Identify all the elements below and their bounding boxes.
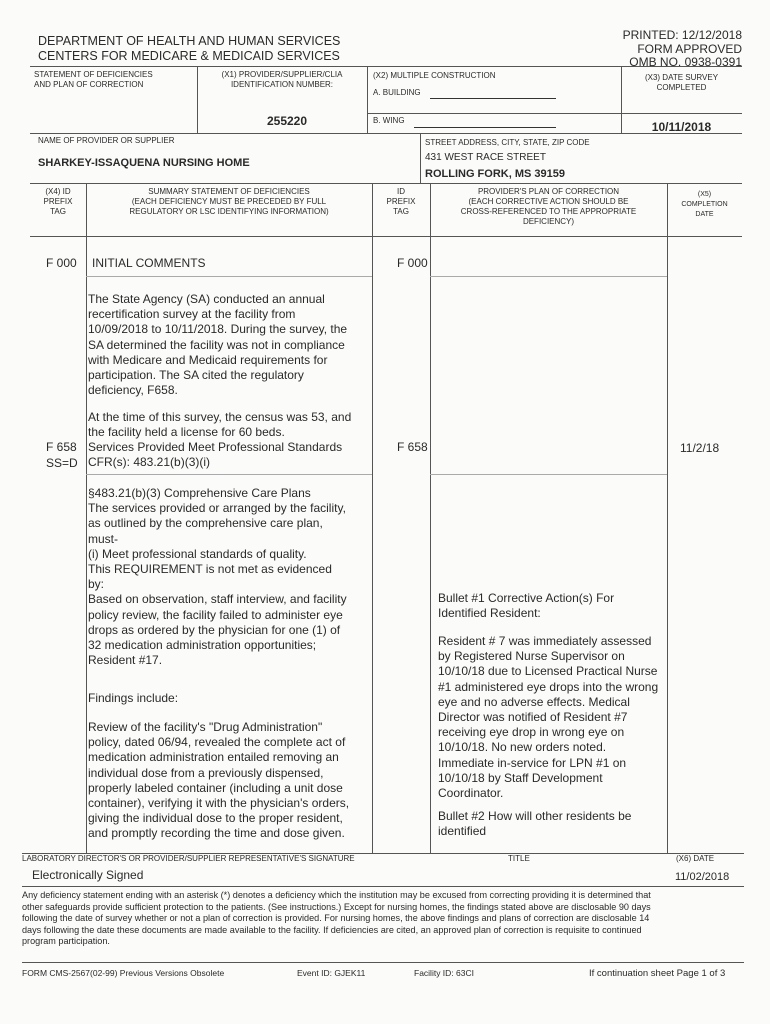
survey-summary-paragraph: The State Agency (SA) conducted an annual recertification survey at the facility from 10/09/2018 to 10/11/2018. During the survey, the SA determined the facility was not in compliance with Medicare and Medicaid requirements for participation. The SA cited the regulatory deficiency, F658. (88, 292, 348, 398)
facility-id: Facility ID: 63CI (414, 968, 474, 978)
provider-number: 255220 (266, 114, 308, 128)
completion-date: 11/2/18 (680, 441, 720, 455)
continuation-page: If continuation sheet Page 1 of 3 (589, 968, 726, 979)
signature-label: LABORATORY DIRECTOR'S OR PROVIDER/SUPPLIER REPRESENTATIVE'S SIGNATURE (22, 854, 355, 863)
tag-f000: F 000 (46, 256, 77, 270)
initial-comments-title: INITIAL COMMENTS (92, 256, 206, 270)
form-approved: FORM APPROVED (637, 41, 742, 56)
wing-label: B. WING (373, 116, 405, 125)
regulation-paragraph: §483.21(b)(3) Comprehensive Care Plans The services provided or arranged by the facility, as outlined by the comprehensive care plan, must- (i) Meet professional standards of quality. This REQUIREMENT is not met as evidenced by: Based on observation, staff interview, and facility policy review, the facility failed to administer eye drops as ordered by the physician for one (1) of 32 medication administration opportunities; Resident #17. (88, 486, 347, 668)
x6-date-label: (X6) DATE (676, 854, 715, 863)
printed-date: PRINTED: 12/12/2018 (622, 28, 742, 42)
dept-line: DEPARTMENT OF HEALTH AND HUMAN SERVICES (38, 34, 341, 48)
plan-bullet-2: Bullet #2 How will other residents be identified (438, 809, 632, 839)
id-header: ID PREFIX TAG (386, 187, 416, 216)
provider-name: SHARKEY-ISSAQUENA NURSING HOME (38, 157, 250, 169)
title-label: TITLE (508, 854, 530, 863)
findings-paragraph: Review of the facility's "Drug Administration" policy, dated 06/94, revealed the complete act of medication administration entailed removing an individual dose from a previously dispensed, properly labeled container (including a unit dose container), verifying it with the physician's orders, giving the individual dose to the proper resident, and promptly recording the time and dose given. (88, 720, 350, 841)
address-label: STREET ADDRESS, CITY, STATE, ZIP CODE (425, 138, 590, 147)
f658-title: Services Provided Meet Professional Standards CFR(s): 483.21(b)(3)(i) (88, 440, 343, 470)
tag-f658: F 658 (46, 440, 77, 454)
x3-label: (X3) DATE SURVEY COMPLETED (644, 73, 719, 92)
tag-f658-right: F 658 (397, 440, 428, 454)
plan-corrective-action: Resident # 7 was immediately assessed by Registered Nurse Supervisor on 10/10/18 due to Licensed Practical Nurse #1 administered eye drops into the wrong eye and no adverse effects. Medical Director was notified of Resident #7 receiving eye drop in wrong eye on 10/10/18. No new orders noted. Immediate in-service for LPN #1 on 10/10/18 by Staff Development Coordinator. (438, 634, 659, 801)
omb-number: OMB NO. 0938-0391 (629, 55, 742, 69)
city-state-zip: ROLLING FORK, MS 39159 (425, 168, 565, 180)
event-id: Event ID: GJEK11 (297, 968, 366, 978)
signature-date: 11/02/2018 (675, 871, 730, 883)
signature-value: Electronically Signed (32, 868, 144, 882)
completion-header: (X5) COMPLETION DATE (681, 191, 728, 218)
provider-name-label: NAME OF PROVIDER OR SUPPLIER (38, 136, 175, 145)
print-info (623, 29, 742, 70)
disclaimer-text: Any deficiency statement ending with an asterisk (*) denotes a deficiency which the institution may be excused from correcting providing it is determined that other safeguards provide sufficient protection to the patients. (See instructions.) Except for nursing homes, the findings stated above are disclosable 90 days following the date of survey whether or not a plan of correction is provided. For nursing homes, the above findings and plans of correction are disclosable 14 days following the date these documents are made available to the facility. If deficiencies are cited, an approved plan of correction is requisite to continued program participation. (22, 890, 651, 947)
tag-f000-right: F 000 (397, 256, 428, 270)
scope-severity: SS=D (46, 456, 78, 470)
summary-header: SUMMARY STATEMENT OF DEFICIENCIES (EACH DEFICIENCY MUST BE PRECEDED BY FULL REGULATORY OR LSC IDENTIFYING INFORMATION) (129, 187, 329, 216)
x4-header: (X4) ID PREFIX TAG (43, 187, 73, 216)
agency-header (38, 34, 340, 64)
x2-label: (X2) MULTIPLE CONSTRUCTION (373, 71, 496, 80)
findings-label: Findings include: (88, 691, 179, 705)
building-label: A. BUILDING (373, 88, 421, 97)
street-address: 431 WEST RACE STREET (425, 152, 546, 163)
cms-line: CENTERS FOR MEDICARE & MEDICAID SERVICES (38, 49, 340, 63)
x1-label: (X1) PROVIDER/SUPPLIER/CLIA IDENTIFICATION NUMBER: (221, 70, 343, 89)
survey-date: 10/11/2018 (651, 120, 712, 134)
form-number: FORM CMS-2567(02-99) Previous Versions Obsolete (22, 968, 225, 978)
plan-header: PROVIDER'S PLAN OF CORRECTION (EACH CORRECTIVE ACTION SHOULD BE CROSS-REFERENCED TO THE APPROPRIATE DEFICIENCY) (460, 187, 637, 226)
plan-bullet-1: Bullet #1 Corrective Action(s) For Identified Resident: (438, 591, 615, 621)
statement-label: STATEMENT OF DEFICIENCIES AND PLAN OF CORRECTION (34, 70, 153, 89)
census-paragraph: At the time of this survey, the census was 53, and the facility held a license for 60 beds. (88, 410, 352, 440)
